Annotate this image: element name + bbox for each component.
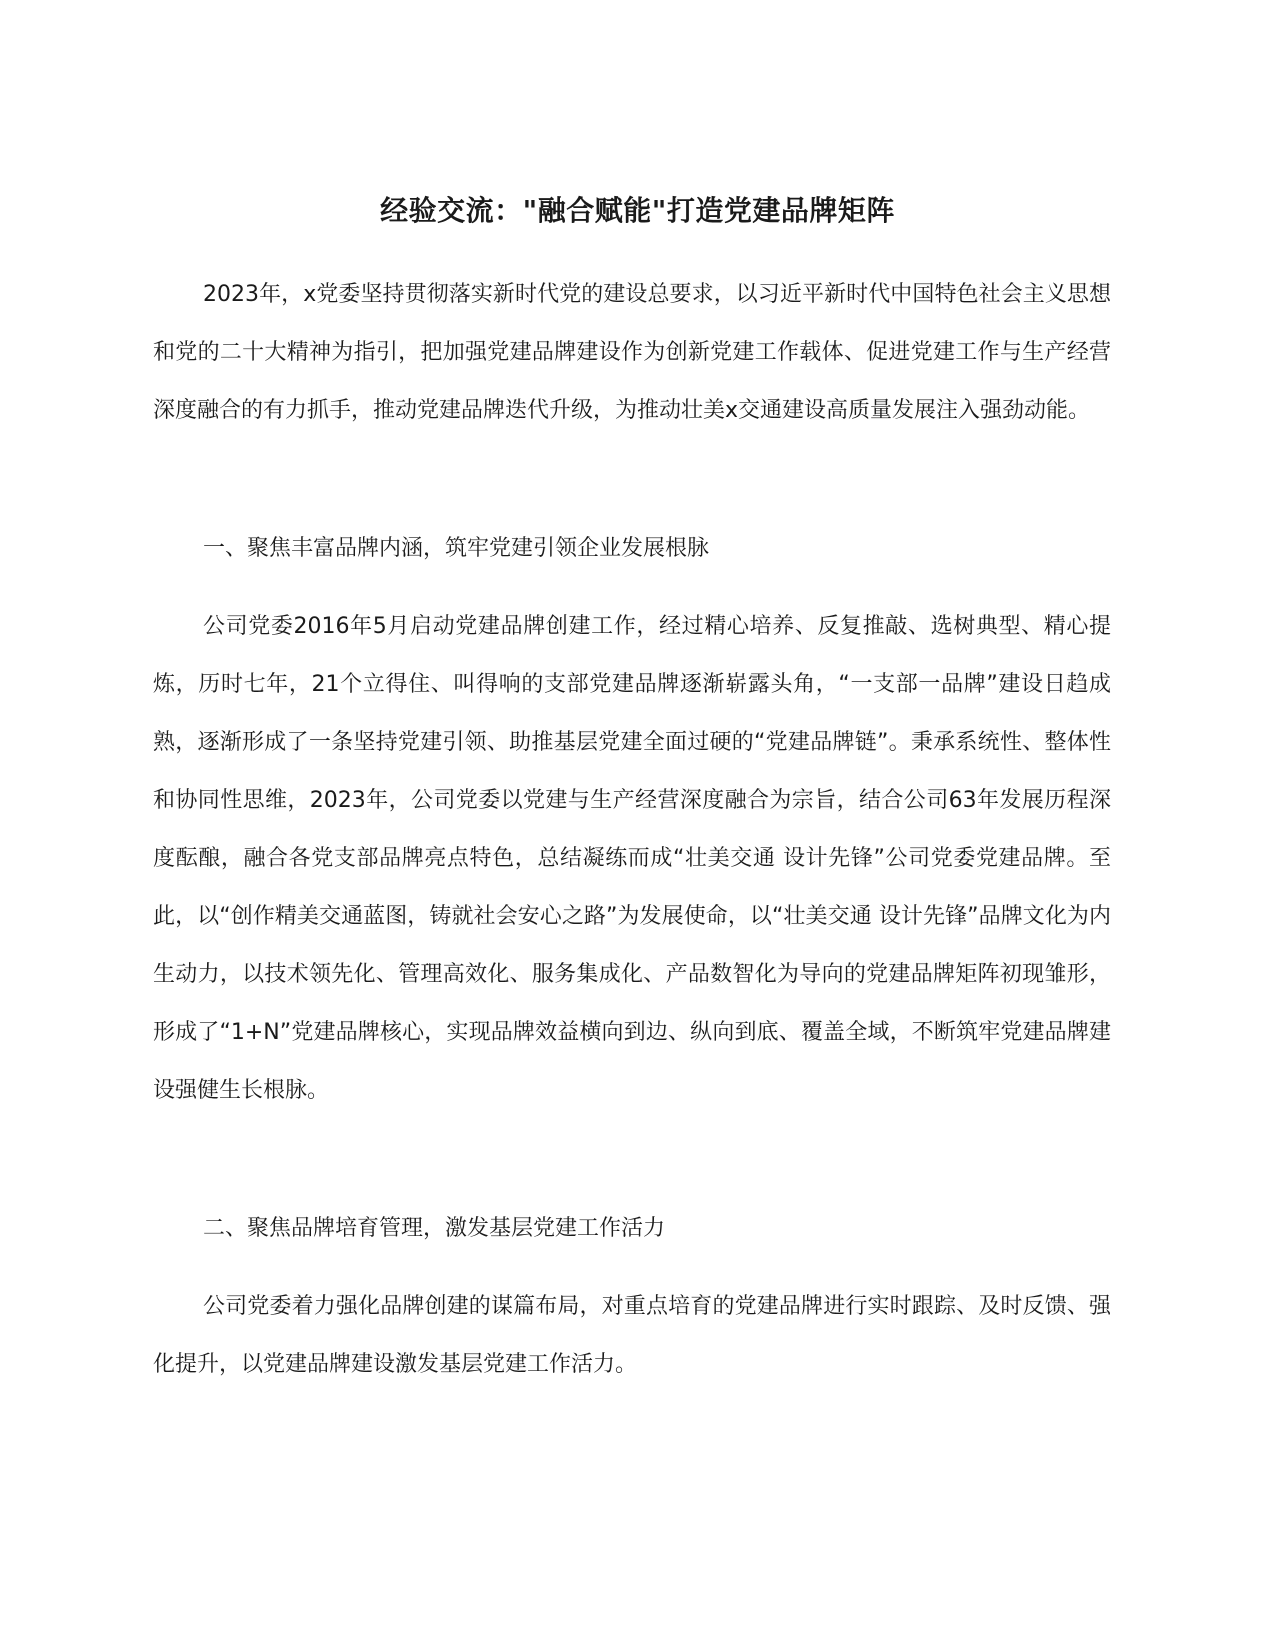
document-title: 经验交流："融合赋能"打造党建品牌矩阵 <box>380 194 895 227</box>
section-heading-1: 一、聚焦丰富品牌内涵，筑牢党建引领企业发展根脉 <box>203 536 710 561</box>
section-2-paragraph: 公司党委着力强化品牌创建的谋篇布局，对重点培育的党建品牌进行实时跟踪、及时反馈、强化提升，以党建品牌建设激发基层党建工作活力。 <box>153 1294 1111 1377</box>
section-heading-2: 二、聚焦品牌培育管理，激发基层党建工作活力 <box>203 1216 666 1241</box>
section-1-paragraph: 公司党委2016年5月启动党建品牌创建工作，经过精心培养、反复推敲、选树典型、精心提炼，历时七年，21个立得住、叫得响的支部党建品牌逐渐崭露头角，“一支部一品牌”建设日趋成熟，逐渐形成了一条坚持党建引领、助推基层党建全面过硬的“党建品牌链”。秉承系统性、整体性和协同性思维，2023年，公司党委以党建与生产经营深度融合为宗旨，结合公司63年发展历程深度酝酿，融合各党支部品牌亮点特色，总结凝练而成“壮美交通 设计先锋”公司党委党建品牌。至此，以“创作精美交通蓝图，铸就社会安心之路”为发展使命，以“壮美交通 设计先锋”品牌文化为内生动力，以技术领先化、管理高效化、服务集成化、产品数智化为导向的党建品牌矩阵初现雏形，形成了“1+N”党建品牌核心，实现品牌效益横向到边、纵向到底、覆盖全域，不断筑牢党建品牌建设强健生长根脉。 <box>153 614 1111 1103</box>
intro-paragraph: 2023年，x党委坚持贯彻落实新时代党的建设总要求，以习近平新时代中国特色社会主义思想和党的二十大精神为指引，把加强党建品牌建设作为创新党建工作载体、促进党建工作与生产经营深度融合的有力抓手，推动党建品牌迭代升级，为推动壮美x交通建设高质量发展注入强劲动能。 <box>153 282 1111 423</box>
